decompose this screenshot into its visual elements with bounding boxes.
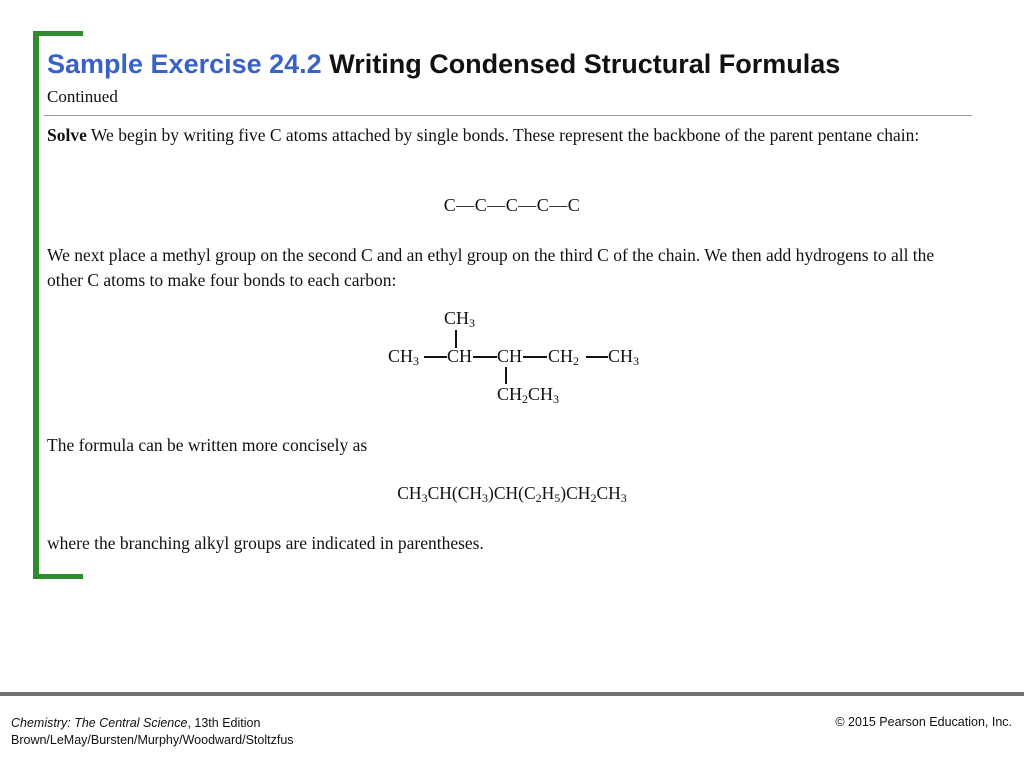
- parentheses-paragraph: where the branching alkyl groups are indicated in parentheses.: [47, 533, 484, 553]
- exercise-number: Sample Exercise 24.2: [47, 49, 322, 79]
- chain-c4: $CH_2$: [548, 346, 580, 368]
- methyl-branch: $CH_3$: [444, 308, 476, 330]
- solve-text: We begin by writing five C atoms attached by single bonds. These represent the backbone of the parent pentane chain:: [86, 125, 920, 145]
- bracket-top: [33, 31, 83, 36]
- structural-formula: [385, 302, 665, 412]
- chain-c2: CH: [447, 346, 473, 366]
- chain-c5: $CH_3$: [608, 346, 640, 368]
- ethyl-branch: $CH_2CH_3$: [497, 384, 560, 406]
- chain-c1: $CH_3$: [388, 346, 420, 368]
- bond-c3-c4: [523, 356, 547, 358]
- condensed-formula: $CH_3CH(CH_3)CH(C_2H_5)CH_2CH_3$: [397, 483, 627, 505]
- bond-ethyl: [505, 367, 507, 384]
- slide-title: [47, 49, 840, 80]
- concise-paragraph: The formula can be written more concisely as: [47, 435, 368, 455]
- chain-c3: CH: [497, 346, 523, 366]
- copyright: © 2015 Pearson Education, Inc.: [835, 715, 1012, 729]
- slide-subtitle: Continued: [47, 87, 118, 106]
- carbon-chain: C—C—C—C—C: [443, 195, 581, 215]
- exercise-title: Writing Condensed Structural Formulas: [321, 49, 841, 79]
- title-divider: [44, 115, 972, 116]
- footer-citation: [11, 715, 294, 749]
- bracket-bottom: [33, 574, 83, 579]
- footer-divider: [0, 692, 1024, 696]
- bond-c1-c2: [424, 356, 447, 358]
- bond-c2-c3: [473, 356, 497, 358]
- book-edition: , 13th Edition: [187, 716, 261, 730]
- branch-paragraph: We next place a methyl group on the second C and an ethyl group on the third C of the chain. We then add hydrogens to all the other C atoms to make four bonds to each carbon:: [47, 245, 935, 290]
- solve-paragraph: [47, 123, 957, 148]
- bond-c4-c5: [586, 356, 608, 358]
- book-authors: Brown/LeMay/Bursten/Murphy/Woodward/Stoltzfus: [11, 733, 294, 747]
- book-title: Chemistry: The Central Science: [11, 716, 188, 730]
- solve-label: Solve: [47, 125, 87, 145]
